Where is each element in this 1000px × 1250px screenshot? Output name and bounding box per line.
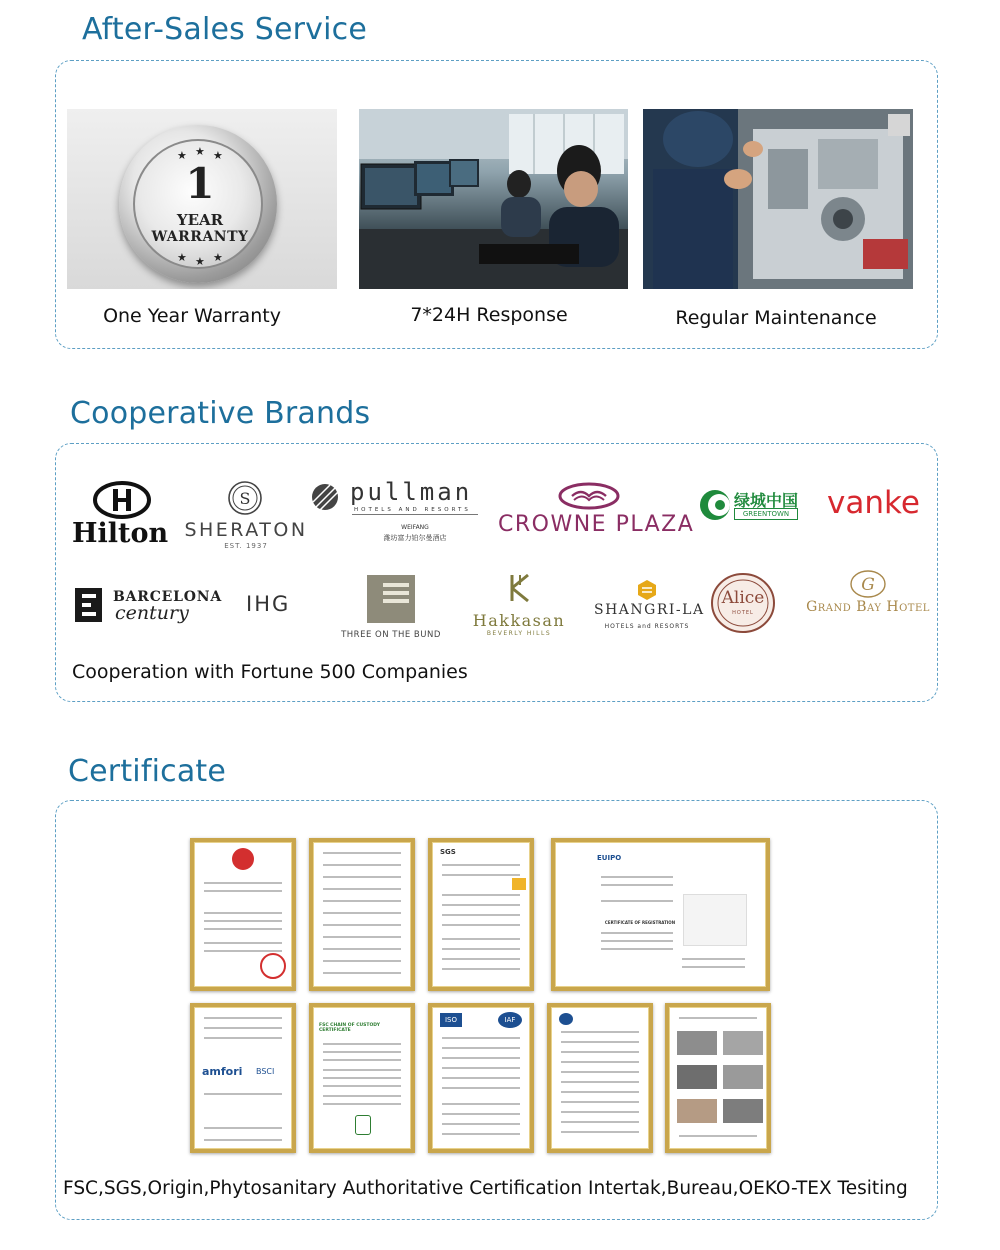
barcelona-century-logo (75, 588, 223, 628)
certificate-sgs (428, 838, 534, 991)
pullman-icon (310, 482, 340, 512)
certificate-note: FSC,SGS,Origin,Phytosanitary Authoritative Certification Intertak,Bureau,OEKO-TEX Tesiting (63, 1178, 908, 1199)
hilton-text: Hilton (72, 518, 169, 549)
greentown-cn: 绿城中国 (734, 491, 799, 510)
certificate-report-1 (309, 838, 415, 991)
pullman-sub: HOTELS AND RESORTS (354, 507, 471, 513)
certificate-origin (190, 838, 296, 991)
sheraton-est: EST. 1937 (224, 542, 268, 550)
maintenance-image (643, 109, 913, 289)
certificate-title: Certificate (68, 754, 227, 789)
brands-note: Cooperation with Fortune 500 Companies (72, 661, 468, 683)
bund-text: THREE ON THE BUND (341, 630, 441, 640)
ihg-logo: IHG (246, 592, 291, 616)
warranty-year-text: YEAR (176, 211, 224, 229)
certificate-photo-report (665, 1003, 771, 1153)
vanke-logo: vanke (827, 485, 920, 521)
fsc-title-label: FSC CHAIN OF CUSTODY CERTIFICATE (319, 1023, 380, 1033)
grand-bay-icon (848, 569, 888, 599)
crowne-plaza-logo (498, 482, 695, 542)
maintenance-caption: Regular Maintenance (675, 307, 877, 329)
pullman-city: WEIFANG (401, 524, 429, 531)
grand-bay-hotel-logo (806, 569, 930, 617)
sgs-label: SGS (440, 848, 456, 856)
iaf-label: IAF (498, 1012, 522, 1028)
certificate-amfori-bsci (190, 1003, 296, 1153)
barcelona-icon (75, 588, 103, 622)
certificate-iso (428, 1003, 534, 1153)
pullman-logo (310, 478, 480, 548)
alice-hotel-logo (710, 572, 776, 634)
greentown-logo (699, 489, 799, 523)
after-sales-title: After-Sales Service (82, 12, 368, 47)
warranty-medal-icon: ★ ★ ★ 1 YEAR WARRANTY ★ ★ ★ (119, 125, 277, 283)
euipo-label: EUIPO (597, 854, 622, 862)
certificate-fsc (309, 1003, 415, 1153)
alice-sub: HOTEL (732, 610, 754, 616)
alice-text: Alice (721, 588, 765, 608)
bsci-label: BSCI (256, 1067, 275, 1076)
century-text: century (115, 602, 189, 624)
registration-label: CERTIFICATE OF REGISTRATION (604, 920, 676, 925)
bund-icon (367, 575, 415, 623)
pullman-cn: 潍坊富力铂尔曼酒店 (383, 534, 447, 542)
shangri-la-logo (594, 580, 705, 634)
greentown-icon (699, 489, 731, 521)
shangrila-icon (637, 580, 657, 600)
brands-title: Cooperative Brands (70, 396, 371, 431)
crowne-icon (498, 482, 684, 510)
pullman-text: pullman (350, 478, 473, 506)
sheraton-text: SHERATON (184, 519, 308, 541)
hilton-logo (72, 480, 172, 550)
amfori-label: amfori (202, 1065, 243, 1078)
fsc-tree-icon (355, 1115, 371, 1135)
warranty-caption: One Year Warranty (103, 305, 281, 327)
shangrila-sub: HOTELS and RESORTS (604, 623, 690, 630)
hakkasan-sub: BEVERLY HILLS (486, 630, 552, 637)
warranty-number: 1 (185, 159, 215, 208)
crowne-text: CROWNE PLAZA (498, 512, 695, 537)
support-center-image (359, 109, 628, 289)
warranty-image (67, 109, 337, 289)
certificate-iaf-2 (547, 1003, 653, 1153)
sheraton-logo (183, 480, 309, 552)
svg-text:S: S (239, 489, 251, 508)
hakkasan-text: Hakkasan (472, 611, 566, 630)
response-caption: 7*24H Response (410, 304, 568, 326)
shangrila-text: SHANGRI-LA (594, 602, 705, 618)
warranty-word-text: WARRANTY (151, 229, 249, 245)
red-stamp-icon (260, 953, 286, 979)
barcelona-text: BARCELONA (113, 589, 223, 605)
svg-text:G: G (861, 575, 875, 595)
greentown-en: GREENTOWN (734, 508, 798, 520)
certificate-euipo (551, 838, 770, 991)
iso-label: ISO (440, 1013, 462, 1027)
official-seal-icon (232, 848, 254, 870)
three-on-the-bund-logo (335, 575, 447, 641)
hakkasan-icon (504, 573, 534, 603)
grand-bay-text: Grand Bay Hotel (806, 599, 930, 615)
hakkasan-logo (470, 573, 568, 641)
